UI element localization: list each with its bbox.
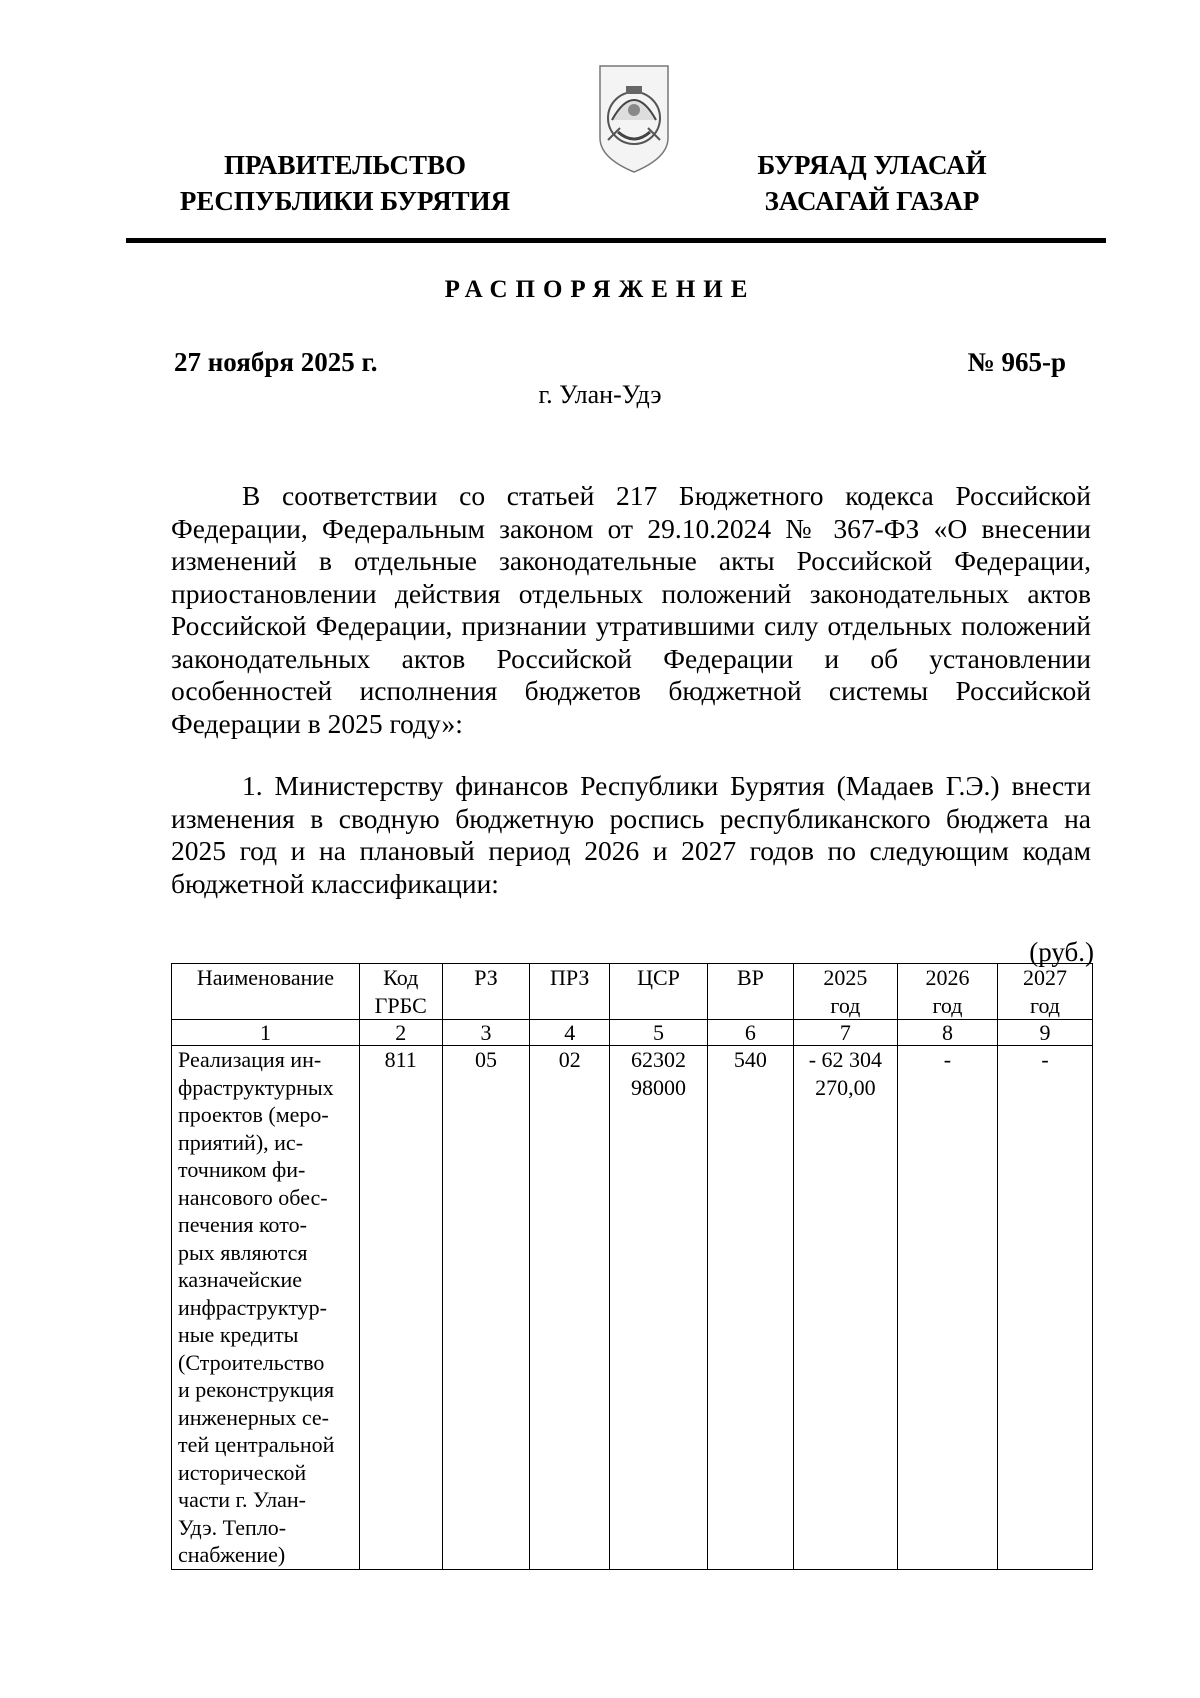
header-2025-line1: 2025 bbox=[823, 965, 868, 990]
org-name-bua-line2: ЗАСАГАЙ ГАЗАР bbox=[764, 186, 980, 216]
row-name-line: исторической bbox=[178, 1459, 307, 1485]
header-vr: ВР bbox=[708, 964, 794, 1020]
row-grbs: 811 bbox=[359, 1046, 442, 1570]
org-name-ru-line2: РЕСПУБЛИКИ БУРЯТИЯ bbox=[179, 186, 511, 216]
header-grbs bbox=[359, 964, 442, 1020]
col-number: 6 bbox=[708, 1020, 794, 1046]
col-number: 8 bbox=[897, 1020, 997, 1046]
row-name-line: проектов (меро- bbox=[178, 1102, 329, 1127]
header-2026 bbox=[897, 964, 997, 1020]
document-type: РАСПОРЯЖЕНИЕ bbox=[444, 276, 756, 303]
row-name-line: снабжение) bbox=[178, 1542, 286, 1567]
row-name-line: инфраструктур- bbox=[178, 1294, 327, 1320]
row-name-line: (Строительство bbox=[178, 1349, 325, 1375]
col-number: 2 bbox=[359, 1020, 442, 1046]
row-name-line: инженерных се- bbox=[178, 1404, 329, 1430]
row-name-line: рых являются bbox=[178, 1239, 308, 1265]
row-name bbox=[172, 1046, 360, 1570]
col-number: 3 bbox=[442, 1020, 530, 1046]
row-2026: - bbox=[897, 1046, 997, 1570]
row-rz: 05 bbox=[442, 1046, 530, 1570]
row-vr: 540 bbox=[708, 1046, 794, 1570]
header-csr: ЦСР bbox=[610, 964, 708, 1020]
header-2025-line2: год bbox=[830, 992, 861, 1018]
row-csr-line2: 98000 bbox=[631, 1074, 687, 1100]
header-left bbox=[150, 147, 540, 219]
column-number-row bbox=[172, 1020, 1093, 1046]
row-name-line: части г. Улан- bbox=[178, 1487, 306, 1512]
header-divider bbox=[126, 238, 1106, 243]
row-name-line: приятий), ис- bbox=[178, 1129, 304, 1155]
row-csr bbox=[610, 1046, 708, 1570]
row-name-line: нансового обес- bbox=[178, 1184, 328, 1210]
row-name-line: точником фи- bbox=[178, 1157, 306, 1182]
table-header-row bbox=[172, 964, 1093, 1020]
document-city: г. Улан-Удэ bbox=[538, 380, 662, 409]
header-2027-line2: год bbox=[1029, 992, 1061, 1018]
row-name-line: Реализация ин- bbox=[178, 1047, 322, 1072]
header-2027-line1: 2027 bbox=[1023, 965, 1067, 990]
row-name-line: Удэ. Тепло- bbox=[178, 1514, 287, 1540]
row-2025-line2: 270,00 bbox=[815, 1074, 876, 1100]
header-2026-line2: год bbox=[932, 992, 963, 1018]
org-name-bua-line1: БУРЯАД УЛАСАЙ bbox=[757, 150, 987, 180]
budget-table bbox=[171, 963, 1093, 1570]
header-grbs-line1: Код bbox=[383, 965, 419, 990]
coat-of-arms-icon bbox=[594, 58, 674, 176]
row-csr-line1: 62302 bbox=[631, 1047, 687, 1072]
table-unit: (руб.) bbox=[1029, 937, 1094, 967]
header-2026-line1: 2026 bbox=[925, 965, 970, 990]
header-prz: ПРЗ bbox=[530, 964, 610, 1020]
header-right bbox=[722, 147, 1022, 219]
row-name-line: тей центральной bbox=[178, 1432, 335, 1457]
document-number: № 965-р bbox=[967, 347, 1066, 377]
header-2027 bbox=[998, 964, 1093, 1020]
row-2025-line1: - 62 304 bbox=[808, 1047, 883, 1072]
row-name-line: казначейские bbox=[178, 1267, 303, 1292]
col-number: 7 bbox=[793, 1020, 897, 1046]
row-name-line: печения кото- bbox=[178, 1212, 307, 1237]
col-number: 4 bbox=[530, 1020, 610, 1046]
row-2027: - bbox=[998, 1046, 1093, 1570]
col-number: 5 bbox=[610, 1020, 708, 1046]
table-row bbox=[172, 1046, 1093, 1570]
row-name-line: фраструктурных bbox=[178, 1074, 334, 1100]
document-date: 27 ноября 2025 г. bbox=[174, 347, 378, 377]
clause-1-paragraph: 1. Министерству финансов Республики Бурятия (Мадаев Г.Э.) внести изменения в сводную бюджетную роспись республиканского бюджета на 2025 год и на плановый период 2026 и 2027 годов по следующим кодам бюджетной классификации: bbox=[171, 770, 1091, 899]
org-name-ru-line1: ПРАВИТЕЛЬСТВО bbox=[223, 150, 467, 180]
header-name: Наименование bbox=[172, 964, 360, 1020]
row-name-line: ные кредиты bbox=[178, 1322, 299, 1347]
header-grbs-line2: ГРБС bbox=[374, 992, 427, 1018]
preamble-paragraph: В соответствии со статьей 217 Бюджетного кодекса Российской Федерации, Федеральным законом от 29.10.2024 № 367-ФЗ «О внесении изменений в отдельные законодательные акты Российской Федерации, приостановлении действия отдельных положений законодательных актов Российской Федерации, признании утратившими силу отдельных положений законодательных актов Российской Федерации и об установлении особенностей исполнения бюджетов бюджетной системы Российской Федерации в 2025 году»: bbox=[171, 480, 1091, 739]
header-rz: РЗ bbox=[442, 964, 530, 1020]
col-number: 1 bbox=[172, 1020, 360, 1046]
row-name-line: и реконструкция bbox=[178, 1377, 335, 1402]
col-number: 9 bbox=[998, 1020, 1093, 1046]
row-2025 bbox=[793, 1046, 897, 1570]
row-prz: 02 bbox=[530, 1046, 610, 1570]
header-2025 bbox=[793, 964, 897, 1020]
